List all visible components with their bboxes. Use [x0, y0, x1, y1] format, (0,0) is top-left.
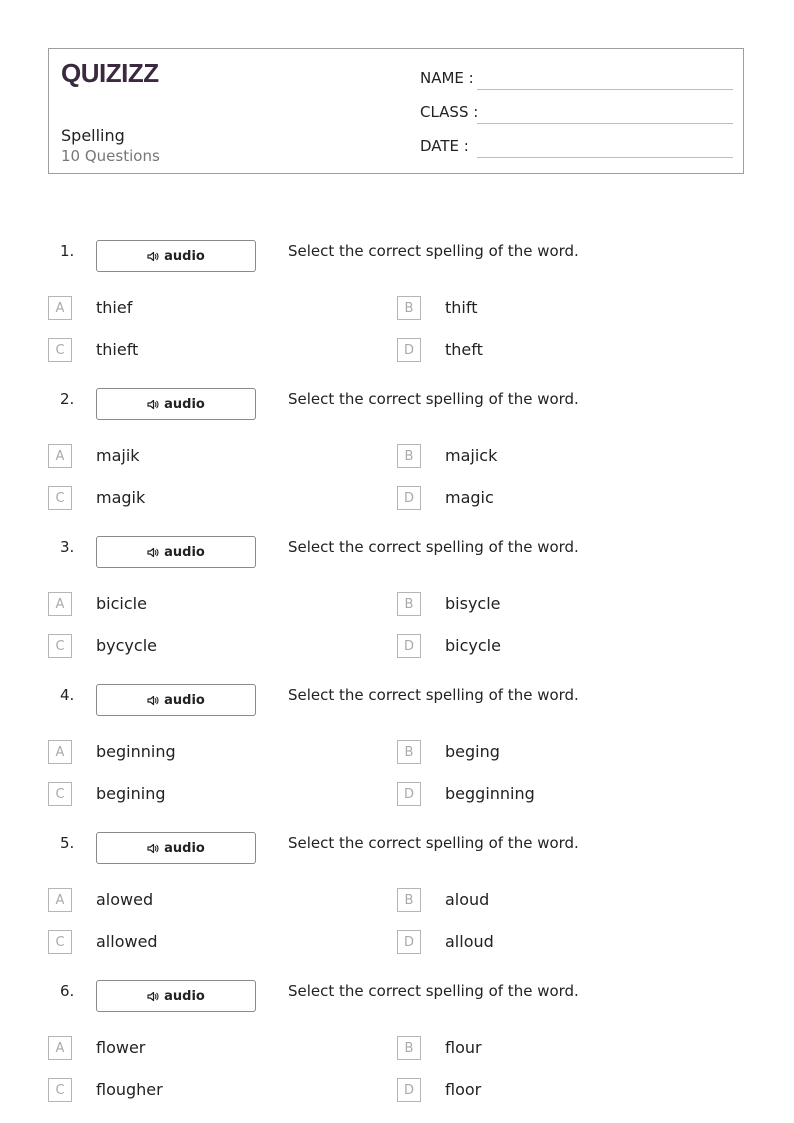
option-letter-box[interactable]: A [48, 296, 72, 320]
option-letter-box[interactable]: D [397, 338, 421, 362]
question-prompt: Select the correct spelling of the word. [288, 390, 579, 408]
speaker-icon [147, 695, 159, 706]
audio-button[interactable] [96, 536, 256, 568]
audio-label: audio [164, 840, 205, 856]
audio-label: audio [164, 248, 205, 264]
audio-label: audio [164, 544, 205, 560]
option-text: flougher [96, 1080, 163, 1099]
question-count: 10 Questions [61, 147, 160, 165]
option-text: theft [445, 340, 483, 359]
question-number: 4. [60, 686, 75, 704]
option-letter-box[interactable]: A [48, 740, 72, 764]
audio-button[interactable] [96, 832, 256, 864]
option-text: flour [445, 1038, 482, 1057]
option-letter-box[interactable]: B [397, 296, 421, 320]
audio-button[interactable] [96, 388, 256, 420]
audio-button[interactable] [96, 684, 256, 716]
audio-label: audio [164, 988, 205, 1004]
speaker-icon [147, 843, 159, 854]
option-text: flower [96, 1038, 146, 1057]
option-text: thift [445, 298, 478, 317]
option-text: majik [96, 446, 140, 465]
question-prompt: Select the correct spelling of the word. [288, 982, 579, 1000]
option-letter-box[interactable]: A [48, 1036, 72, 1060]
option-text: alowed [96, 890, 154, 909]
option-text: bicicle [96, 594, 147, 613]
question-prompt: Select the correct spelling of the word. [288, 242, 579, 260]
option-letter-box[interactable]: D [397, 782, 421, 806]
option-text: aloud [445, 890, 490, 909]
question-prompt: Select the correct spelling of the word. [288, 686, 579, 704]
option-letter-box[interactable]: A [48, 444, 72, 468]
option-letter-box[interactable]: D [397, 1078, 421, 1102]
worksheet-title: Spelling [61, 126, 125, 145]
option-text: magic [445, 488, 494, 507]
audio-label: audio [164, 396, 205, 412]
class-label: CLASS : [420, 103, 479, 121]
option-text: begining [96, 784, 166, 803]
option-letter-box[interactable]: B [397, 444, 421, 468]
date-line [477, 157, 733, 158]
option-text: begginning [445, 784, 535, 803]
option-text: bycycle [96, 636, 157, 655]
worksheet-header [48, 48, 744, 174]
option-letter-box[interactable]: B [397, 1036, 421, 1060]
option-text: bisycle [445, 594, 501, 613]
option-text: beging [445, 742, 500, 761]
option-letter-box[interactable]: B [397, 592, 421, 616]
question-number: 6. [60, 982, 75, 1000]
audio-button[interactable] [96, 240, 256, 272]
option-letter-box[interactable]: C [48, 486, 72, 510]
audio-button[interactable] [96, 980, 256, 1012]
class-line [477, 123, 733, 124]
speaker-icon [147, 399, 159, 410]
option-letter-box[interactable]: B [397, 740, 421, 764]
option-letter-box[interactable]: B [397, 888, 421, 912]
date-label: DATE : [420, 137, 469, 155]
option-text: thief [96, 298, 133, 317]
quizizz-logo: QUIZIZZ [61, 58, 159, 88]
question-number: 2. [60, 390, 75, 408]
option-text: majick [445, 446, 498, 465]
name-line [477, 89, 733, 90]
question-prompt: Select the correct spelling of the word. [288, 834, 579, 852]
option-letter-box[interactable]: A [48, 592, 72, 616]
option-text: allowed [96, 932, 158, 951]
option-letter-box[interactable]: C [48, 634, 72, 658]
question-number: 5. [60, 834, 75, 852]
speaker-icon [147, 251, 159, 262]
option-text: magik [96, 488, 146, 507]
speaker-icon [147, 991, 159, 1002]
option-letter-box[interactable]: C [48, 782, 72, 806]
option-letter-box[interactable]: D [397, 486, 421, 510]
option-text: thieft [96, 340, 139, 359]
name-label: NAME : [420, 69, 474, 87]
question-prompt: Select the correct spelling of the word. [288, 538, 579, 556]
question-number: 1. [60, 242, 75, 260]
question-number: 3. [60, 538, 75, 556]
option-letter-box[interactable]: C [48, 1078, 72, 1102]
option-letter-box[interactable]: D [397, 634, 421, 658]
option-text: alloud [445, 932, 494, 951]
option-letter-box[interactable]: A [48, 888, 72, 912]
option-letter-box[interactable]: D [397, 930, 421, 954]
speaker-icon [147, 547, 159, 558]
option-text: bicycle [445, 636, 501, 655]
option-letter-box[interactable]: C [48, 930, 72, 954]
audio-label: audio [164, 692, 205, 708]
option-text: beginning [96, 742, 176, 761]
option-letter-box[interactable]: C [48, 338, 72, 362]
option-text: floor [445, 1080, 482, 1099]
